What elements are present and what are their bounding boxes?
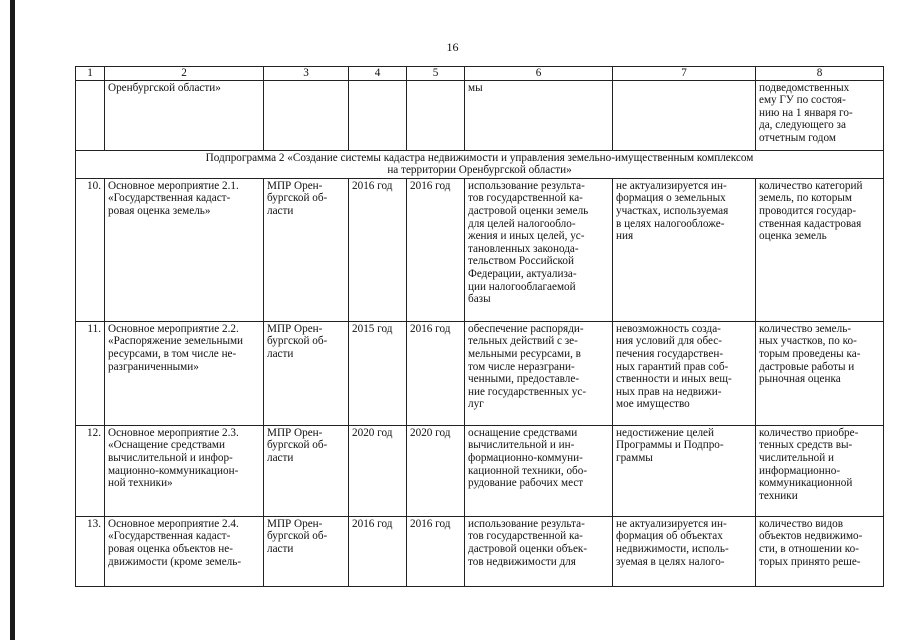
table-row — [76, 516, 884, 586]
cell-start: 2015 год — [349, 321, 407, 425]
cell-consequence — [613, 80, 756, 150]
continuation-row — [76, 80, 884, 150]
cell-start: 2020 год — [349, 425, 407, 516]
cell-end — [407, 80, 465, 150]
cell-result: мы — [465, 80, 613, 150]
cell-consequence: не актуализируется ин- формация об объектах недвижимости, исполь- зуемая в целях налого- — [613, 516, 756, 586]
cell-measure: Основное мероприятие 2.1. «Государственная кадаст- ровая оценка земель» — [105, 178, 264, 321]
table-row — [76, 321, 884, 425]
col-header: 7 — [613, 67, 756, 81]
cell-number: 12. — [76, 425, 105, 516]
col-header: 3 — [264, 67, 349, 81]
cell-end: 2020 год — [407, 425, 465, 516]
cell-measure: Основное мероприятие 2.4. «Государственная кадаст- ровая оценка объектов не- движимости (кроме земель- — [105, 516, 264, 586]
col-header: 8 — [756, 67, 884, 81]
col-header: 6 — [465, 67, 613, 81]
cell-result: использование результа- тов государственной ка- дастровой оценки земель для целей налогообло- жения и иных целей, ус- тановленных законода- тельством Российской Федерации, актуализа- ции налогооблагаемой базы — [465, 178, 613, 321]
document-table — [75, 66, 884, 587]
cell-number: 13. — [76, 516, 105, 586]
cell-result: использование результа- тов государственной ка- дастровой оценки объек- тов недвижимости для — [465, 516, 613, 586]
col-header: 4 — [349, 67, 407, 81]
col-header: 5 — [407, 67, 465, 81]
page-number: 16 — [446, 40, 459, 54]
cell-result: обеспечение распоряди- тельных действий с зе- мельными ресурсами, в том числе неразграни- ченными, предоставле- ние государственных ус- луг — [465, 321, 613, 425]
binding-edge — [10, 0, 15, 640]
cell-measure: Основное мероприятие 2.2. «Распоряжение земельными ресурсами, в том числе не- разграниченными» — [105, 321, 264, 425]
cell-consequence: недостижение целей Программы и Подпро- граммы — [613, 425, 756, 516]
cell-consequence: невозможность созда- ния условий для обес- печения государствен- ных гарантий прав соб- ственности и иных вещ- ных прав на недвижи- мое имущество — [613, 321, 756, 425]
table-row — [76, 178, 884, 321]
cell-result: оснащение средствами вычислительной и ин- формационно-коммуни- кационной техники, обо- рудование рабочих мест — [465, 425, 613, 516]
cell-number — [76, 80, 105, 150]
table-row — [76, 425, 884, 516]
cell-indicator: количество видов объектов недвижимо- сти, в отношении ко- торых принято реше- — [756, 516, 884, 586]
col-header: 2 — [105, 67, 264, 81]
cell-executor: МПР Орен- бургской об- ласти — [264, 321, 349, 425]
cell-indicator: количество приобре- тенных средств вы- числительной и информационно- коммуникационной техники — [756, 425, 884, 516]
subprogram-row — [76, 150, 884, 178]
cell-measure: Оренбургской области» — [105, 80, 264, 150]
cell-start: 2016 год — [349, 178, 407, 321]
col-header: 1 — [76, 67, 105, 81]
cell-start — [349, 80, 407, 150]
cell-executor: МПР Орен- бургской об- ласти — [264, 178, 349, 321]
cell-indicator: количество земель- ных участков, по ко- торым проведены ка- дастровые работы и рыночная оценка — [756, 321, 884, 425]
cell-end: 2016 год — [407, 321, 465, 425]
cell-end: 2016 год — [407, 516, 465, 586]
table-header-row — [76, 67, 884, 81]
cell-start: 2016 год — [349, 516, 407, 586]
cell-indicator: подведомственных ему ГУ по состоя- нию на 1 января го- да, следующего за отчетным годом — [756, 80, 884, 150]
subprogram-title: Подпрограмма 2 «Создание системы кадастра недвижимости и управления земельно-имущественным комплексом на территории Оренбургской области» — [76, 150, 884, 178]
cell-measure: Основное мероприятие 2.3. «Оснащение средствами вычислительной и инфор- мационно-коммуникацион- ной техники» — [105, 425, 264, 516]
cell-executor — [264, 80, 349, 150]
cell-end: 2016 год — [407, 178, 465, 321]
cell-executor: МПР Орен- бургской об- ласти — [264, 516, 349, 586]
cell-indicator: количество категорий земель, по которым проводится государ- ственная кадастровая оценка земель — [756, 178, 884, 321]
cell-consequence: не актуализируется ин- формация о земельных участках, используемая в целях налогообложе- ния — [613, 178, 756, 321]
cell-number: 11. — [76, 321, 105, 425]
cell-number: 10. — [76, 178, 105, 321]
cell-executor: МПР Орен- бургской об- ласти — [264, 425, 349, 516]
